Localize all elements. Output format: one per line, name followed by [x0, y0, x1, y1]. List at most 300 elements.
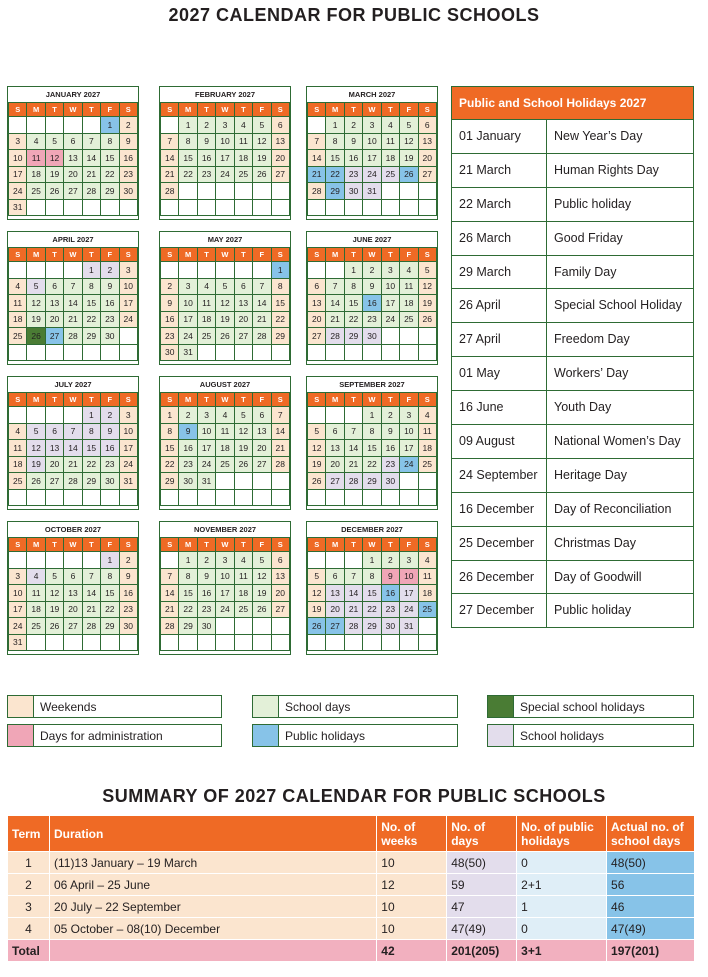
page-title: 2027 CALENDAR FOR PUBLIC SCHOOLS	[168, 5, 540, 25]
day-cell: 11	[400, 278, 418, 295]
day-cell: 20	[271, 150, 289, 167]
day-cell: 7	[344, 568, 362, 585]
day-header: M	[179, 393, 197, 407]
day-cell: 28	[161, 618, 179, 635]
day-cell: 6	[326, 423, 344, 440]
day-cell: 26	[308, 618, 326, 635]
day-cell: 2	[179, 407, 197, 424]
day-header: S	[418, 248, 436, 262]
day-cell	[119, 199, 137, 216]
day-cell: 14	[161, 150, 179, 167]
day-cell: 17	[197, 440, 215, 457]
month-calendar	[159, 521, 291, 655]
month-name: APRIL 2027	[52, 235, 94, 244]
day-cell: 29	[161, 473, 179, 490]
day-cell	[161, 552, 179, 569]
holiday-name: Public holiday	[554, 196, 632, 211]
day-header: T	[45, 248, 63, 262]
day-cell: 4	[234, 117, 252, 134]
day-header: F	[253, 538, 271, 552]
holiday-name: Public holiday	[554, 603, 632, 618]
day-cell: 19	[27, 311, 45, 328]
summary-cell-public-holidays: 0	[517, 918, 607, 940]
day-cell	[82, 552, 100, 569]
holiday-row	[452, 526, 693, 560]
day-cell	[119, 634, 137, 651]
day-cell: 10	[9, 585, 27, 602]
day-cell	[400, 489, 418, 506]
day-cell: 4	[400, 262, 418, 279]
day-cell: 29	[271, 328, 289, 345]
day-cell	[418, 634, 436, 651]
day-cell: 30	[197, 618, 215, 635]
day-cell: 30	[119, 618, 137, 635]
holiday-date: 16 December	[452, 493, 547, 526]
day-header: T	[45, 103, 63, 117]
day-header: S	[308, 248, 326, 262]
holiday-name: Heritage Day	[554, 467, 627, 482]
day-cell: 9	[119, 568, 137, 585]
day-cell: 9	[197, 133, 215, 150]
holiday-name: Christmas Day	[554, 535, 636, 550]
day-cell	[234, 262, 252, 279]
legend-weekends	[7, 695, 222, 718]
day-cell: 7	[271, 407, 289, 424]
day-cell: 2	[119, 552, 137, 569]
day-header: F	[101, 538, 119, 552]
month-calendar	[7, 521, 139, 655]
day-header: T	[234, 248, 252, 262]
day-cell: 22	[344, 311, 362, 328]
day-cell: 8	[101, 133, 119, 150]
day-cell: 26	[45, 183, 63, 200]
day-cell: 23	[119, 601, 137, 618]
day-cell: 16	[119, 150, 137, 167]
day-cell	[101, 344, 119, 361]
day-cell: 4	[216, 407, 234, 424]
day-header: T	[344, 538, 362, 552]
day-cell: 1	[363, 407, 381, 424]
day-cell: 16	[363, 295, 381, 312]
legend-admin-days-swatch	[8, 725, 34, 746]
day-cell	[234, 344, 252, 361]
day-cell	[344, 489, 362, 506]
day-cell: 4	[27, 568, 45, 585]
day-cell: 22	[161, 456, 179, 473]
day-header: T	[344, 248, 362, 262]
day-cell: 6	[418, 117, 436, 134]
day-cell: 3	[9, 133, 27, 150]
day-cell: 30	[344, 183, 362, 200]
day-cell: 15	[179, 585, 197, 602]
day-cell: 26	[253, 166, 271, 183]
legend-school-holidays-swatch	[488, 725, 514, 746]
day-cell: 18	[234, 585, 252, 602]
day-cell	[82, 634, 100, 651]
day-cell: 1	[82, 407, 100, 424]
day-cell: 12	[308, 440, 326, 457]
day-cell: 19	[45, 601, 63, 618]
summary-cell-days: 59	[447, 874, 517, 896]
day-cell	[161, 199, 179, 216]
day-cell: 13	[418, 133, 436, 150]
day-cell: 25	[400, 311, 418, 328]
day-cell: 2	[197, 117, 215, 134]
day-cell: 4	[9, 278, 27, 295]
day-cell	[119, 328, 137, 345]
day-cell: 12	[253, 568, 271, 585]
day-cell: 5	[27, 278, 45, 295]
day-cell	[216, 489, 234, 506]
summary-cell-weeks: 10	[377, 852, 447, 874]
day-cell: 14	[344, 440, 362, 457]
day-cell	[9, 262, 27, 279]
summary-cell-term: 3	[8, 896, 50, 918]
day-header: T	[82, 103, 100, 117]
day-cell: 14	[344, 585, 362, 602]
day-cell: 28	[82, 183, 100, 200]
summary-cell-actual-days: 46	[607, 896, 695, 918]
summary-cell-days: 47(49)	[447, 918, 517, 940]
day-cell	[381, 344, 399, 361]
day-cell	[253, 618, 271, 635]
summary-row	[8, 918, 695, 940]
holiday-row	[452, 153, 693, 187]
day-cell: 1	[344, 262, 362, 279]
day-header: W	[216, 248, 234, 262]
day-cell: 15	[101, 585, 119, 602]
day-cell	[381, 183, 399, 200]
day-cell	[161, 489, 179, 506]
day-cell: 15	[82, 440, 100, 457]
day-header: S	[119, 538, 137, 552]
day-cell	[216, 618, 234, 635]
day-cell: 12	[418, 278, 436, 295]
day-cell	[27, 552, 45, 569]
day-cell: 16	[381, 585, 399, 602]
day-cell: 8	[82, 278, 100, 295]
day-cell: 6	[64, 133, 82, 150]
day-header: M	[326, 393, 344, 407]
day-cell	[27, 344, 45, 361]
day-cell: 10	[179, 295, 197, 312]
day-cell: 18	[418, 585, 436, 602]
day-cell: 14	[253, 295, 271, 312]
day-cell	[381, 199, 399, 216]
day-cell: 18	[400, 295, 418, 312]
day-cell: 10	[363, 133, 381, 150]
day-cell: 3	[400, 407, 418, 424]
day-cell: 15	[179, 150, 197, 167]
holiday-date: 24 September	[452, 459, 547, 492]
day-cell: 11	[9, 440, 27, 457]
day-cell: 13	[45, 440, 63, 457]
day-cell: 27	[271, 601, 289, 618]
summary-total-row	[8, 940, 695, 962]
day-cell: 8	[326, 133, 344, 150]
day-cell	[271, 344, 289, 361]
day-cell	[326, 407, 344, 424]
day-cell: 30	[381, 618, 399, 635]
day-cell: 25	[9, 473, 27, 490]
day-cell: 28	[308, 183, 326, 200]
day-cell: 6	[253, 407, 271, 424]
day-cell: 20	[308, 311, 326, 328]
day-cell: 12	[216, 295, 234, 312]
day-cell	[400, 473, 418, 490]
day-cell: 12	[308, 585, 326, 602]
day-cell: 28	[161, 183, 179, 200]
day-cell	[64, 407, 82, 424]
day-cell: 9	[179, 423, 197, 440]
day-cell: 4	[418, 407, 436, 424]
summary-cell-weeks: 10	[377, 918, 447, 940]
header-public-holidays: No. of public holidays	[517, 816, 607, 852]
holiday-date: 27 April	[452, 323, 547, 356]
day-cell: 8	[82, 423, 100, 440]
day-cell: 16	[119, 585, 137, 602]
day-cell: 31	[197, 473, 215, 490]
day-cell	[27, 489, 45, 506]
day-cell	[82, 199, 100, 216]
holiday-name: Human Rights Day	[554, 162, 659, 177]
day-header: F	[253, 393, 271, 407]
day-cell: 25	[418, 601, 436, 618]
day-cell: 9	[363, 278, 381, 295]
day-cell	[45, 344, 63, 361]
day-cell: 16	[179, 440, 197, 457]
day-cell: 12	[27, 440, 45, 457]
day-cell: 27	[234, 328, 252, 345]
day-cell: 8	[363, 568, 381, 585]
day-cell	[418, 183, 436, 200]
day-cell	[9, 489, 27, 506]
day-cell: 23	[179, 456, 197, 473]
day-header: S	[308, 538, 326, 552]
day-cell: 3	[197, 407, 215, 424]
day-cell	[27, 634, 45, 651]
day-cell: 19	[234, 440, 252, 457]
day-cell: 29	[363, 473, 381, 490]
month-name: JANUARY 2027	[45, 90, 101, 99]
day-cell: 3	[119, 262, 137, 279]
day-cell: 15	[271, 295, 289, 312]
day-cell: 10	[119, 278, 137, 295]
legend-school-holidays-label: School holidays	[520, 728, 605, 743]
day-cell: 27	[308, 328, 326, 345]
day-cell: 13	[253, 423, 271, 440]
total-label: Total	[8, 940, 50, 962]
day-cell: 31	[363, 183, 381, 200]
holiday-name: Freedom Day	[554, 332, 630, 347]
day-cell: 7	[344, 423, 362, 440]
day-cell: 24	[400, 601, 418, 618]
day-cell: 20	[45, 456, 63, 473]
day-header: S	[9, 393, 27, 407]
day-header: M	[27, 248, 45, 262]
day-cell	[197, 262, 215, 279]
header-actual-days: Actual no. of school days	[607, 816, 695, 852]
day-cell: 27	[64, 618, 82, 635]
holiday-name: Family Day	[554, 264, 617, 279]
summary-title: SUMMARY OF 2027 CALENDAR FOR PUBLIC SCHOOLS	[102, 786, 606, 806]
legend-weekends-label: Weekends	[40, 699, 97, 714]
day-cell: 11	[27, 150, 45, 167]
day-cell: 17	[9, 166, 27, 183]
day-cell: 24	[216, 601, 234, 618]
day-cell: 12	[45, 585, 63, 602]
day-cell: 9	[381, 568, 399, 585]
day-cell: 30	[363, 328, 381, 345]
day-cell: 17	[400, 585, 418, 602]
total-days: 201(205)	[447, 940, 517, 962]
header-days: No. of days	[447, 816, 517, 852]
day-cell: 14	[308, 150, 326, 167]
day-cell: 26	[45, 618, 63, 635]
summary-row	[8, 874, 695, 896]
day-cell	[161, 117, 179, 134]
legend-school-days	[252, 695, 458, 718]
day-cell: 23	[101, 456, 119, 473]
holiday-date: 22 March	[452, 188, 547, 221]
day-header: T	[344, 393, 362, 407]
day-cell	[45, 552, 63, 569]
day-cell: 24	[400, 456, 418, 473]
day-cell: 10	[400, 423, 418, 440]
day-cell	[271, 199, 289, 216]
day-header: T	[82, 538, 100, 552]
day-cell: 30	[381, 473, 399, 490]
day-cell: 8	[179, 133, 197, 150]
day-cell	[381, 328, 399, 345]
day-cell: 29	[101, 618, 119, 635]
day-cell: 31	[400, 618, 418, 635]
day-cell: 11	[197, 295, 215, 312]
day-cell: 18	[197, 311, 215, 328]
day-cell: 13	[308, 295, 326, 312]
day-cell: 22	[101, 166, 119, 183]
day-header: W	[216, 393, 234, 407]
day-cell: 26	[27, 473, 45, 490]
day-header: S	[308, 393, 326, 407]
day-cell: 25	[234, 166, 252, 183]
day-cell	[234, 199, 252, 216]
day-cell: 31	[119, 473, 137, 490]
day-cell	[400, 199, 418, 216]
day-cell: 10	[216, 133, 234, 150]
day-cell: 9	[101, 278, 119, 295]
day-cell: 4	[9, 423, 27, 440]
day-cell: 28	[344, 618, 362, 635]
day-cell: 31	[9, 634, 27, 651]
day-cell: 27	[326, 618, 344, 635]
day-cell: 17	[381, 295, 399, 312]
day-cell	[216, 262, 234, 279]
day-cell: 25	[9, 328, 27, 345]
day-cell: 5	[308, 568, 326, 585]
day-cell	[326, 262, 344, 279]
holiday-row	[452, 221, 693, 255]
day-cell	[400, 328, 418, 345]
day-cell: 2	[197, 552, 215, 569]
day-cell	[119, 489, 137, 506]
day-cell: 22	[82, 311, 100, 328]
total-public-holidays: 3+1	[517, 940, 607, 962]
day-cell: 21	[344, 456, 362, 473]
day-cell	[253, 473, 271, 490]
summary-cell-weeks: 12	[377, 874, 447, 896]
day-cell: 1	[363, 552, 381, 569]
day-cell: 17	[9, 601, 27, 618]
day-cell	[64, 489, 82, 506]
day-cell: 26	[253, 601, 271, 618]
day-cell: 20	[64, 601, 82, 618]
summary-cell-actual-days: 47(49)	[607, 918, 695, 940]
day-cell	[179, 262, 197, 279]
day-cell	[82, 489, 100, 506]
day-cell: 24	[216, 166, 234, 183]
day-cell: 15	[82, 295, 100, 312]
day-cell: 19	[308, 601, 326, 618]
day-cell: 20	[45, 311, 63, 328]
holiday-date: 16 June	[452, 391, 547, 424]
day-cell: 14	[82, 585, 100, 602]
day-cell: 6	[64, 568, 82, 585]
day-cell: 29	[344, 328, 362, 345]
day-cell: 21	[82, 601, 100, 618]
holiday-row	[452, 288, 693, 322]
day-cell: 11	[234, 133, 252, 150]
day-header: M	[27, 103, 45, 117]
day-cell: 6	[271, 552, 289, 569]
day-cell: 4	[381, 117, 399, 134]
summary-cell-actual-days: 48(50)	[607, 852, 695, 874]
day-header: W	[363, 393, 381, 407]
day-cell: 15	[161, 440, 179, 457]
day-cell: 13	[45, 295, 63, 312]
day-cell	[308, 117, 326, 134]
day-cell: 7	[326, 278, 344, 295]
day-cell: 1	[101, 117, 119, 134]
day-cell	[179, 183, 197, 200]
day-cell: 10	[216, 568, 234, 585]
day-header: T	[197, 538, 215, 552]
day-cell	[179, 634, 197, 651]
day-cell: 19	[253, 150, 271, 167]
day-cell: 23	[381, 601, 399, 618]
legend-school-holidays	[487, 724, 694, 747]
day-cell: 1	[179, 117, 197, 134]
day-cell: 6	[271, 117, 289, 134]
day-cell: 24	[381, 311, 399, 328]
day-cell: 17	[363, 150, 381, 167]
day-cell: 16	[197, 150, 215, 167]
day-cell: 11	[9, 295, 27, 312]
day-cell: 10	[119, 423, 137, 440]
legend-special-school-holidays-label: Special school holidays	[520, 699, 645, 714]
day-cell: 4	[197, 278, 215, 295]
day-cell	[9, 117, 27, 134]
day-cell: 16	[197, 585, 215, 602]
day-cell: 5	[253, 552, 271, 569]
day-cell	[381, 489, 399, 506]
holiday-row	[452, 560, 693, 594]
day-cell	[308, 199, 326, 216]
day-cell: 27	[64, 183, 82, 200]
day-cell: 9	[161, 295, 179, 312]
summary-table	[7, 815, 695, 962]
day-cell: 26	[27, 328, 45, 345]
